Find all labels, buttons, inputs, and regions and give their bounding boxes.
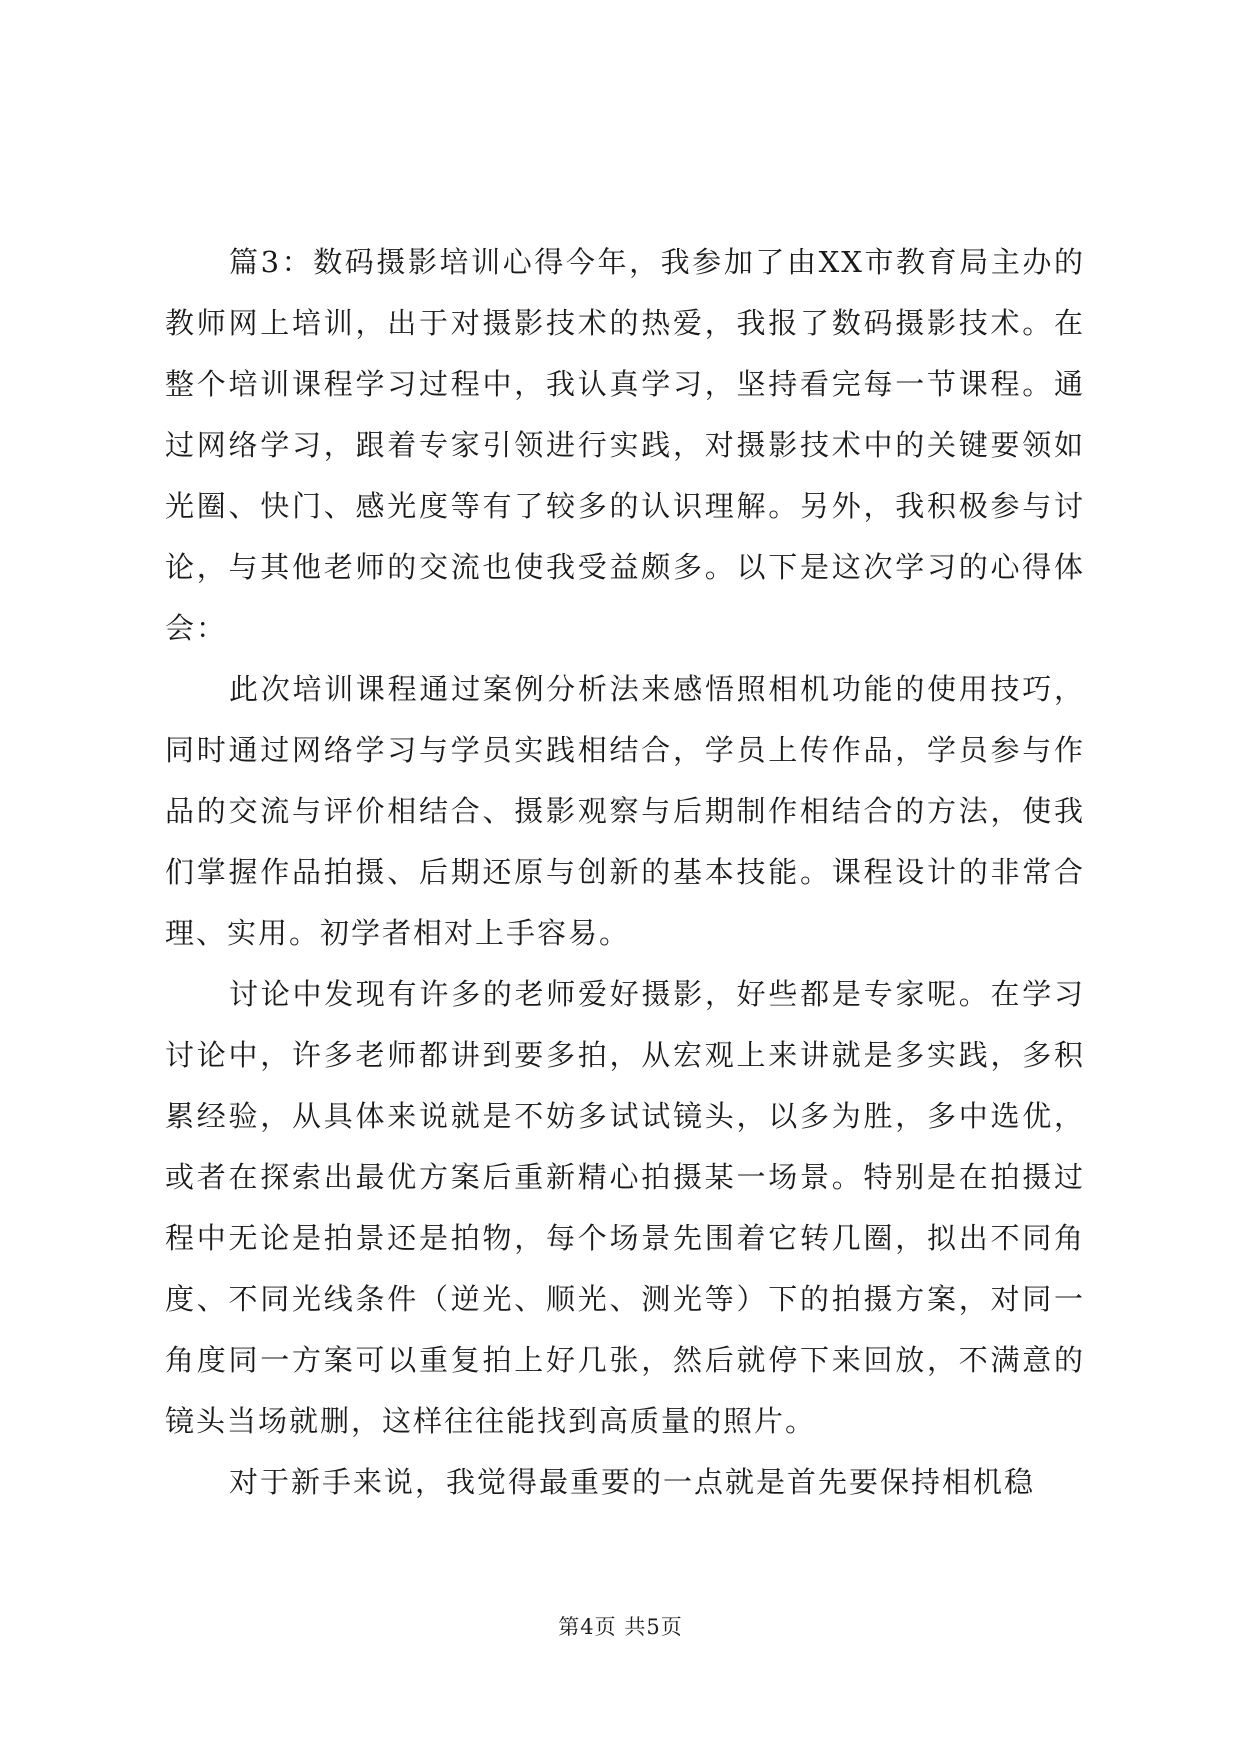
page-number-label: 第4页 共5页 <box>558 1615 683 1639</box>
paragraph-3: 讨论中发现有许多的老师爱好摄影，好些都是专家呢。在学习讨论中，许多老师都讲到要多拍，从宏观上来讲就是多实践，多积累经验，从具体来说就是不妨多试试镜头，以多为胜，多中选优，或者在探索出最优方案后重新精心拍摄某一场景。特别是在拍摄过程中无论是拍景还是拍物，每个场景先围着它转几圈，拟出不同角度、不同光线条件（逆光、顺光、测光等）下的拍摄方案，对同一角度同一方案可以重复拍上好几张，然后就停下来回放，不满意的镜头当场就删，这样往往能找到高质量的照片。 <box>165 977 1085 1438</box>
paragraph-2: 此次培训课程通过案例分析法来感悟照相机功能的使用技巧，同时通过网络学习与学员实践相结合，学员上传作品，学员参与作品的交流与评价相结合、摄影观察与后期制作相结合的方法，使我们掌握作品拍摄、后期还原与创新的基本技能。课程设计的非常合理、实用。初学者相对上手容易。 <box>165 672 1085 950</box>
paragraph-4: 对于新手来说，我觉得最重要的一点就是首先要保持相机稳 <box>229 1465 1036 1499</box>
page-footer <box>0 1612 1241 1642</box>
paragraph-1: 篇3：数码摄影培训心得今年，我参加了由XX市教育局主办的教师网上培训，出于对摄影技术的热爱，我报了数码摄影技术。在整个培训课程学习过程中，我认真学习，坚持看完每一节课程。通过网络学习，跟着专家引领进行实践，对摄影技术中的关键要领如光圈、快门、感光度等有了较多的认识理解。另外，我积极参与讨论，与其他老师的交流也使我受益颇多。以下是这次学习的心得体会： <box>165 245 1085 645</box>
document-body <box>165 232 1085 1513</box>
